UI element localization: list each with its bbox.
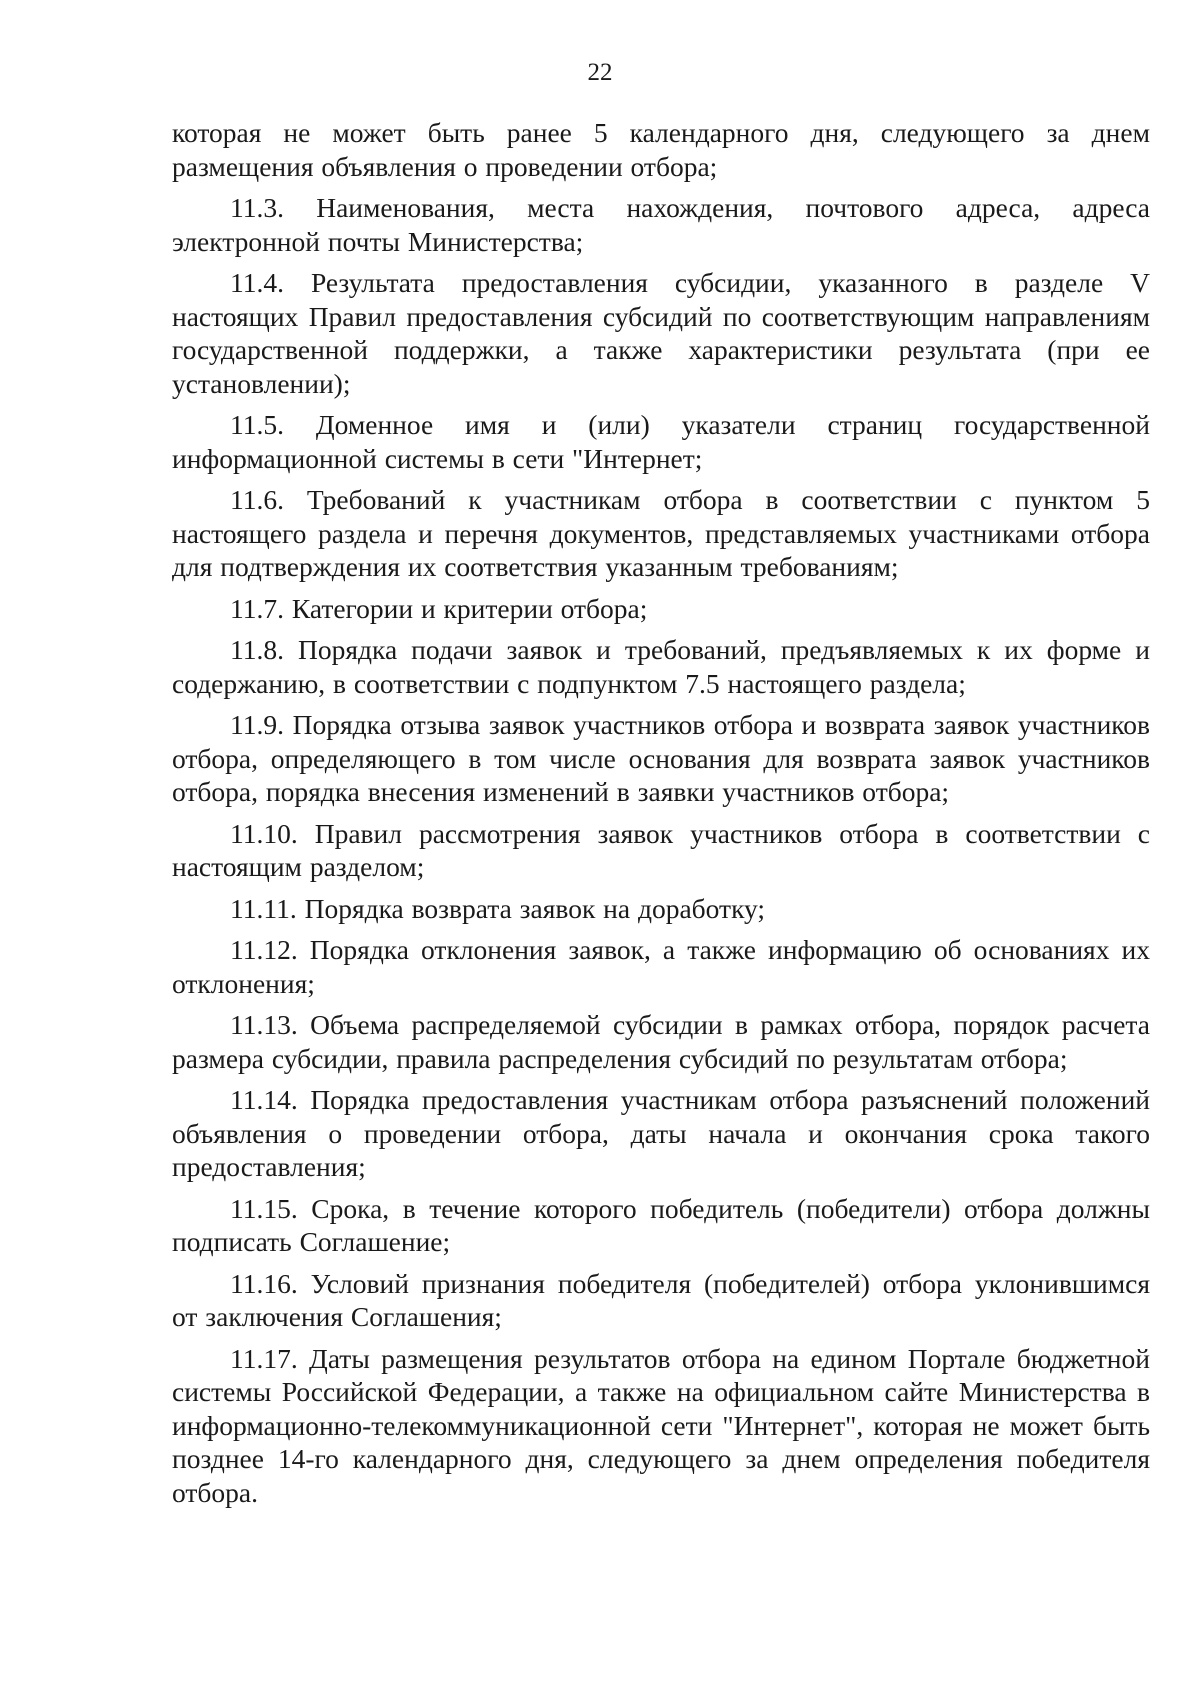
paragraph-11-10: 11.10. Правил рассмотрения заявок участников отбора в соответствии с настоящим разделом; — [172, 817, 1150, 882]
paragraph-continuation: которая не может быть ранее 5 календарного дня, следующего за днем размещения объявления о проведении отбора; — [172, 117, 1150, 182]
paragraph-11-9: 11.9. Порядка отзыва заявок участников отбора и возврата заявок участников отбора, определяющего в том числе основания для возврата заявок участников отбора, порядка внесения изменений в заявки участников отбора; — [172, 709, 1150, 807]
paragraph-11-3: 11.3. Наименования, места нахождения, почтового адреса, адреса электронной почты Министерства; — [172, 192, 1150, 257]
paragraph-11-16: 11.16. Условий признания победителя (победителей) отбора уклонившимся от заключения Соглашения; — [172, 1267, 1150, 1332]
paragraph-11-5: 11.5. Доменное имя и (или) указатели страниц государственной информационной системы в сети "Интернет; — [172, 409, 1150, 474]
paragraph-11-7: 11.7. Категории и критерии отбора; — [230, 592, 648, 624]
paragraph-11-4: 11.4. Результата предоставления субсидии, указанного в разделе V настоящих Правил предоставления субсидий по соответствующим направлениям государственной поддержки, а также характеристики результата (при ее установлении); — [172, 267, 1150, 399]
paragraph-11-14: 11.14. Порядка предоставления участникам отбора разъяснений положений объявления о проведении отбора, даты начала и окончания срока такого предоставления; — [172, 1084, 1150, 1182]
document-body — [172, 116, 1150, 1517]
paragraph-11-6: 11.6. Требований к участникам отбора в соответствии с пунктом 5 настоящего раздела и перечня документов, представляемых участниками отбора для подтверждения их соответствия указанным требованиям; — [172, 484, 1150, 582]
paragraph-11-12: 11.12. Порядка отклонения заявок, а также информацию об основаниях их отклонения; — [172, 934, 1150, 999]
paragraph-11-13: 11.13. Объема распределяемой субсидии в рамках отбора, порядок расчета размера субсидии, правила распределения субсидий по результатам отбора; — [172, 1009, 1150, 1074]
paragraph-11-8: 11.8. Порядка подачи заявок и требований, предъявляемых к их форме и содержанию, в соответствии с подпунктом 7.5 настоящего раздела; — [172, 634, 1150, 699]
paragraph-11-17: 11.17. Даты размещения результатов отбора на едином Портале бюджетной системы Российской Федерации, а также на официальном сайте Министерства в информационно-телекоммуникационной сети "Интернет", которая не может быть позднее 14-го календарного дня, следующего за днем определения победителя отбора. — [172, 1342, 1150, 1508]
paragraph-11-11: 11.11. Порядка возврата заявок на доработку; — [230, 892, 766, 924]
page-number: 22 — [587, 59, 613, 86]
paragraph-11-15: 11.15. Срока, в течение которого победитель (победители) отбора должны подписать Соглашение; — [172, 1192, 1150, 1257]
